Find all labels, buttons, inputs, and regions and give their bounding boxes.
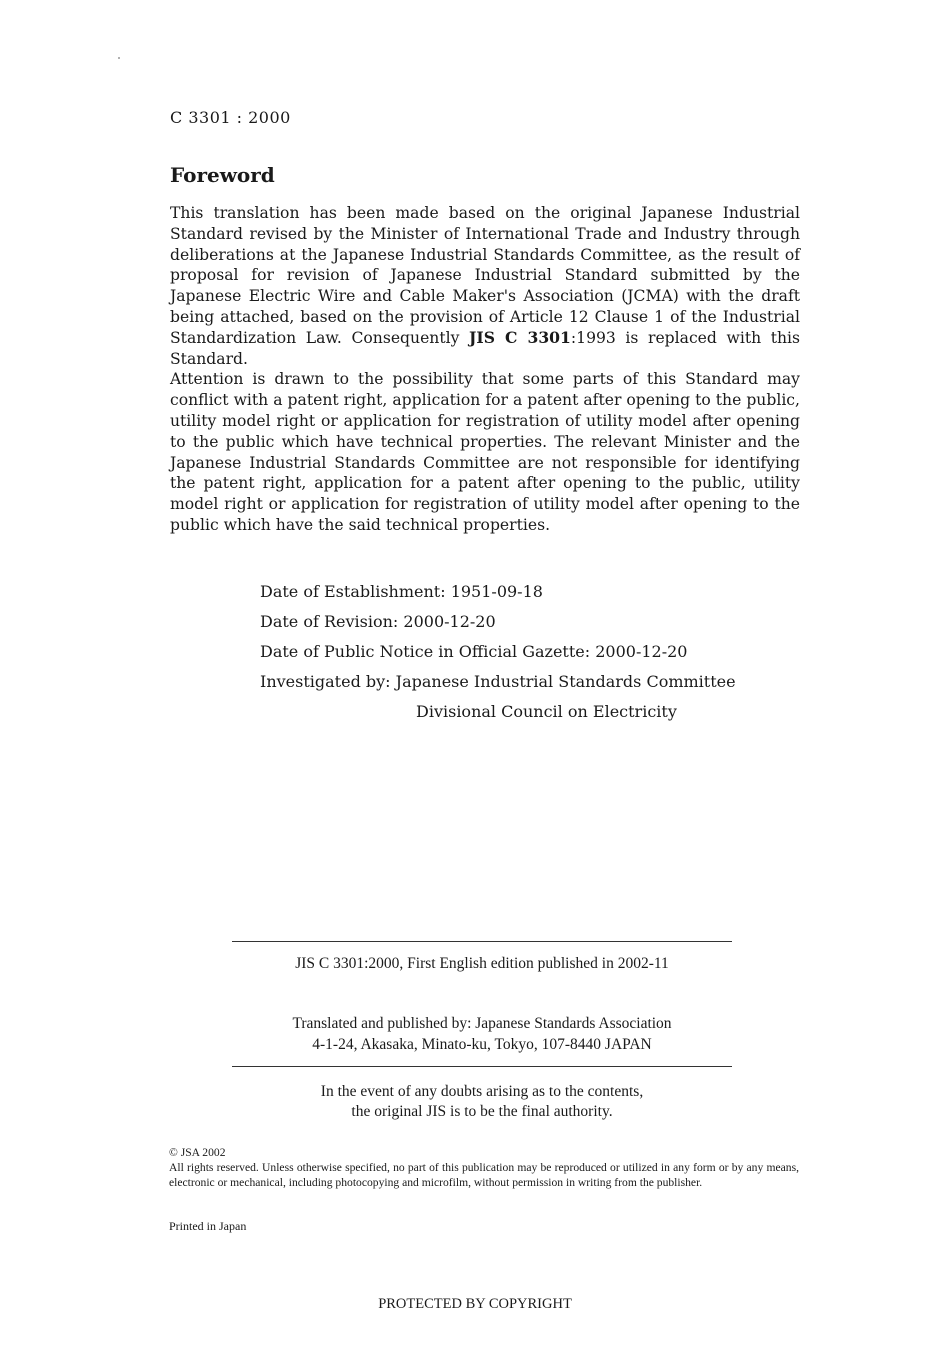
jis-reference: JIS C 3301 [469,327,571,347]
publisher-block [232,1013,732,1055]
foreword-title: Foreword [170,163,275,187]
date-establishment: Date of Establishment: 1951-09-18 [260,582,543,601]
standard-code: C 3301 : 2000 [170,108,291,127]
date-revision: Date of Revision: 2000-12-20 [260,612,496,631]
publisher-address: 4-1-24, Akasaka, Minato-ku, Tokyo, 107-8440 JAPAN [312,1036,652,1053]
foreword-body [170,203,800,536]
edition-line: JIS C 3301:2000, First English edition published in 2002-11 [295,955,669,972]
authority-note [232,1082,732,1122]
translated-by: Translated and published by: Japanese Standards Association [292,1015,672,1032]
footer-copyright: PROTECTED BY COPYRIGHT [378,1296,572,1312]
date-gazette: Date of Public Notice in Official Gazette: 2000-12-20 [260,642,688,661]
copyright-symbol: © JSA 2002 [169,1146,226,1159]
copyright-block [169,1145,799,1190]
divider-top [232,941,732,942]
foreword-paragraph-2: Attention is drawn to the possibility that some parts of this Standard may conflict with a patent right, application for a patent after opening to the public, utility model right or application for registration of utility model after opening to the public which have technical properties. The relevant Minister and the Japanese Industrial Standards Committee are not responsible for identifying the patent right, application for a patent after opening to the public, utility model right or application for registration of utility model after opening to the public which have the said technical properties. [170,370,800,534]
printed-in: Printed in Japan [169,1219,247,1233]
authority-note-line-1: In the event of any doubts arising as to the contents, [320,1083,644,1100]
divider-bottom [232,1066,732,1067]
copyright-rights: All rights reserved. Unless otherwise specified, no part of this publication may be reproduced or utilized in any form or by any means, electronic or mechanical, including photocopying and microfilm, without permission in writing from the publisher. [169,1161,799,1189]
foreword-p1-text: This translation has been made based on the original Japanese Industrial Standard revised by the Minister of International Trade and Industry through deliberations at the Japanese Industrial Standards Committee, as the result of proposal for revision of Japanese Industrial Standard submitted by the Japanese Electric Wire and Cable Maker's Association (JCMA) with the draft being attached, based on the provision of Article 12 Clause 1 of the Industrial Standardization Law. Consequently [170,204,800,347]
investigated-by: Investigated by: Japanese Industrial Standards Committee [260,672,736,691]
authority-note-line-2: the original JIS is to be the final authority. [351,1103,613,1120]
dates-block [260,577,736,727]
foreword-paragraph-1 [170,203,800,369]
investigated-council: Divisional Council on Electricity [416,702,677,721]
scan-speck [118,57,120,59]
jis-reference-year: :1993 [570,328,616,347]
foreword-p1-end: is replaced with this Standard. [170,328,801,368]
